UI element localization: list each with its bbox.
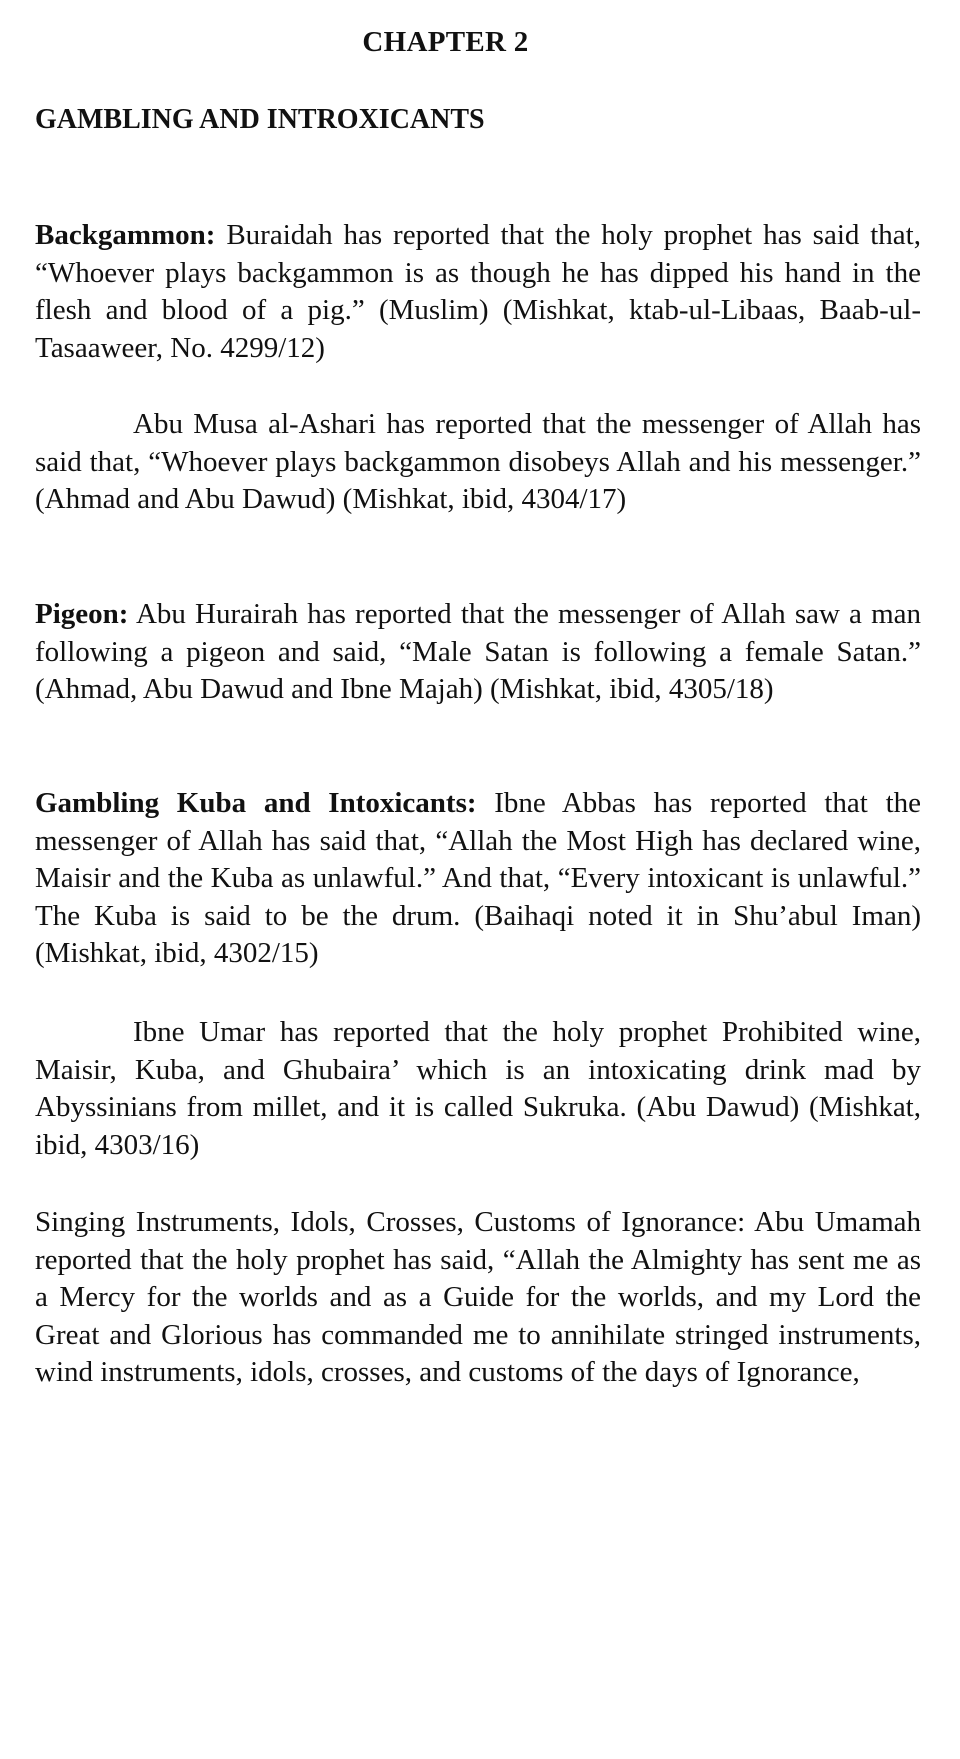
paragraph-text: Abu Musa al-Ashari has reported that the messenger of Allah has said that, “Whoever plays backgammon disobeys Allah and his messenger.” (Ahmad and Abu Dawud) (Mishkat, ibid, 4304/17) [35,408,921,515]
section-title: GAMBLING AND INTROXICANTS [35,104,485,135]
paragraph-text: Singing Instruments, Idols, Crosses, Customs of Ignorance: Abu Umamah reported that the holy prophet has said, “Allah the Almighty has sent me as a Mercy for the worlds and as a Guide for the worlds, and my Lord the Great and Glorious has commanded me to annihilate stringed instruments, wind instruments, idols, crosses, and customs of the days of Ignorance, [35,1206,921,1388]
paragraph-text: Ibne Umar has reported that the holy prophet Prohibited wine, Maisir, Kuba, and Ghubaira’ which is an intoxicating drink mad by Abyssinians from millet, and it is called Sukruka. (Abu Dawud) (Mishkat, ibid, 4303/16) [35,1016,921,1161]
paragraph-ibne-umar [35,1014,921,1164]
paragraph-heading: Backgammon: [35,219,216,251]
paragraph-singing-instruments [35,1204,921,1392]
chapter-heading: CHAPTER 2 [362,26,529,58]
paragraph-abu-musa [35,406,921,519]
paragraph-gambling-kuba [35,785,921,973]
paragraph-text: Ibne Abbas has reported that the messenger of Allah has said that, “Allah the Most High has declared wine, Maisir and the Kuba as unlawful.” And that, “Every intoxicant is unlawful.” The Kuba is said to be the drum. (Baihaqi noted it in Shu’abul Iman) (Mishkat, ibid, 4302/15) [35,787,921,969]
paragraph-backgammon [35,217,921,367]
paragraph-pigeon [35,596,921,709]
paragraph-text: Buraidah has reported that the holy prophet has said that, “Whoever plays backgammon is as though he has dipped his hand in the flesh and blood of a pig.” (Muslim) (Mishkat, ktab-ul-Libaas, Baab-ul-Tasaaweer, No. 4299/12) [35,219,921,364]
paragraph-heading: Gambling Kuba and Intoxicants: [35,787,477,819]
paragraph-heading: Pigeon: [35,598,129,630]
paragraph-text: Abu Hurairah has reported that the messenger of Allah saw a man following a pigeon and said, “Male Satan is following a female Satan.” (Ahmad, Abu Dawud and Ibne Majah) (Mishkat, ibid, 4305/18) [35,598,921,705]
